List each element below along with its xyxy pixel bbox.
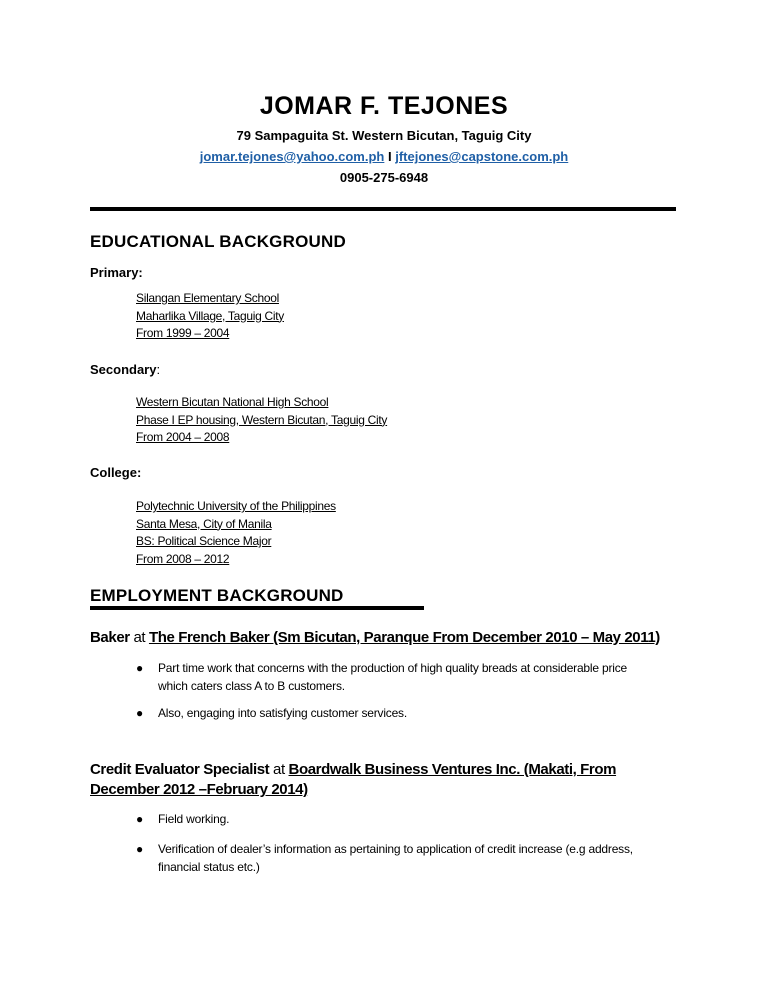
bullet-text-line: Also, engaging into satisfying customer services. xyxy=(158,706,407,720)
employment-heading: EMPLOYMENT BACKGROUND xyxy=(90,586,344,605)
primary-label: Primary: xyxy=(90,265,143,280)
bullet-icon: ● xyxy=(136,842,144,856)
job-title-baker xyxy=(90,628,690,648)
education-heading: EDUCATIONAL BACKGROUND xyxy=(90,232,346,251)
primary-years: From 1999 – 2004 xyxy=(136,326,230,340)
address: 79 Sampaguita St. Western Bicutan, Taguig City xyxy=(236,128,532,143)
list-item xyxy=(136,660,698,695)
bullet-icon: ● xyxy=(136,812,144,826)
job-company: Boardwalk Business Ventures Inc. (Makati, From xyxy=(288,761,617,778)
email-link-yahoo[interactable]: jomar.tejones@yahoo.com.ph xyxy=(199,149,385,164)
college-details xyxy=(136,498,336,568)
job-at: at xyxy=(269,761,289,778)
email-link-capstone[interactable]: jftejones@capstone.com.ph xyxy=(395,149,569,164)
header-divider xyxy=(90,207,676,211)
list-item xyxy=(136,811,698,829)
job-company: The French Baker (Sm Bicutan, Paranque From December 2010 – May 2011) xyxy=(148,629,660,646)
college-location: Santa Mesa, City of Manila xyxy=(136,516,272,531)
bullet-icon: ● xyxy=(136,706,144,720)
primary-details xyxy=(136,290,284,343)
secondary-school: Western Bicutan National High School xyxy=(136,395,329,409)
list-item xyxy=(136,841,703,876)
primary-location: Maharlika Village, Taguig City xyxy=(136,308,284,323)
resume-name: JOMAR F. TEJONES xyxy=(259,92,509,120)
job-role: Baker xyxy=(90,629,130,646)
email-line xyxy=(0,149,768,164)
bullet-icon: ● xyxy=(136,661,144,675)
primary-school: Silangan Elementary School xyxy=(136,291,279,305)
secondary-label xyxy=(90,362,160,377)
college-school: Polytechnic University of the Philippines xyxy=(136,499,336,513)
job-role: Credit Evaluator Specialist xyxy=(90,761,270,778)
email-separator: I xyxy=(384,149,396,164)
college-years: From 2008 – 2012 xyxy=(136,551,230,566)
college-degree: BS: Political Science Major xyxy=(136,534,272,548)
secondary-label-text: Secondary xyxy=(90,362,157,377)
secondary-details xyxy=(136,394,387,447)
bullet-text-line: financial status etc.) xyxy=(158,859,260,874)
list-item xyxy=(136,705,698,723)
job-at: at xyxy=(129,629,149,646)
bullet-text-line: Verification of dealer’s information as pertaining to application of credit increase (e.g address, xyxy=(158,842,633,856)
job-company-cont: December 2012 –February 2014) xyxy=(90,781,308,798)
secondary-years: From 2004 – 2008 xyxy=(136,430,230,444)
employment-divider xyxy=(90,606,424,610)
bullet-text-line: Part time work that concerns with the production of high quality breads at considerable price xyxy=(158,661,627,675)
bullet-text-line: Field working. xyxy=(158,812,230,826)
job-title-credit-evaluator xyxy=(90,760,690,800)
phone-number: 0905-275-6948 xyxy=(339,170,429,185)
college-label: College: xyxy=(90,465,142,480)
secondary-location: Phase I EP housing, Western Bicutan, Taguig City xyxy=(136,412,388,427)
secondary-label-colon: : xyxy=(156,362,161,377)
bullet-text-line: which caters class A to B customers. xyxy=(158,678,345,693)
